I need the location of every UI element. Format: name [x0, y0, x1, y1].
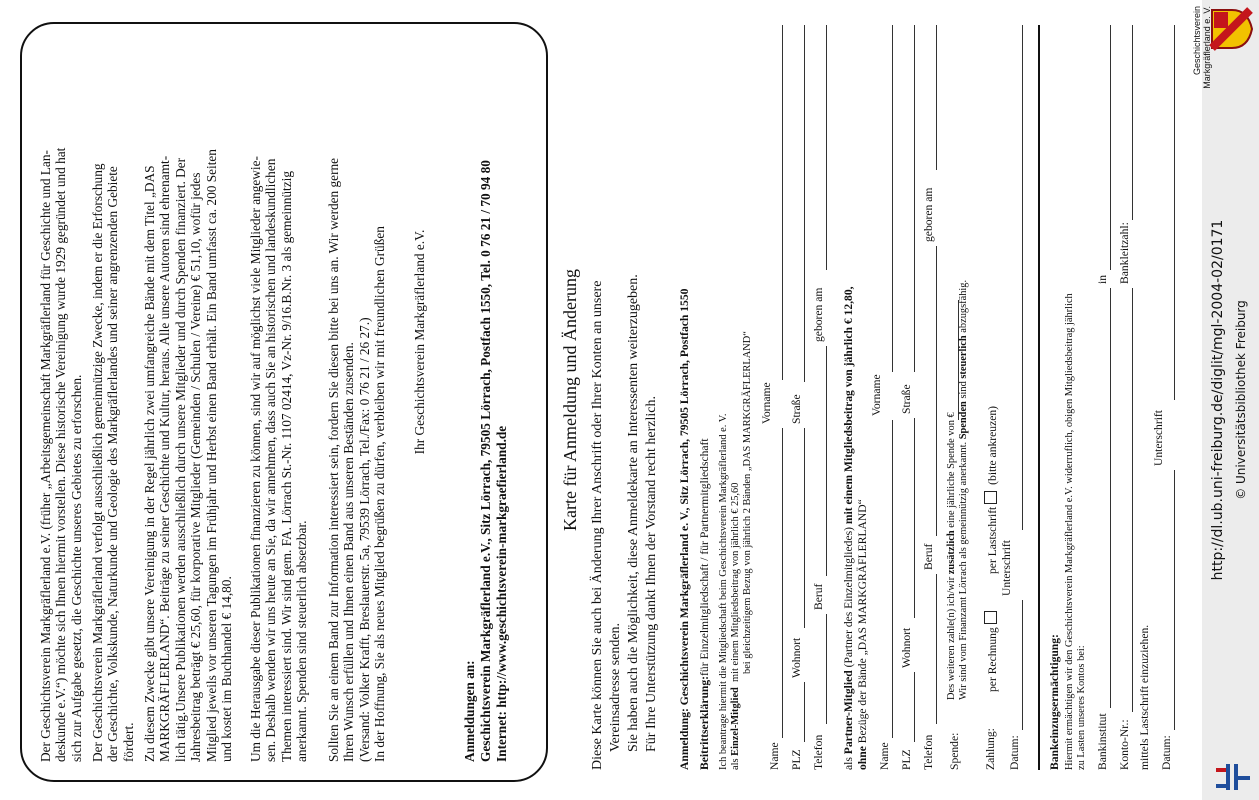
- card-intro-2: Vereinsadresse senden.: [608, 622, 623, 752]
- per-rechnung-checkbox[interactable]: [984, 611, 997, 624]
- telefon-field[interactable]: [826, 614, 827, 724]
- geboren-label: geboren am: [812, 287, 825, 342]
- einzel-fee: mit einem Mitgliedsbeitrag von jährlich € 25,60: [730, 482, 741, 682]
- card-intro-1: Diese Karte können Sie auch bei Änderung Ihrer Anschrift oder Ihrer Konten an unsere: [590, 280, 605, 770]
- plz-label: PLZ: [790, 749, 803, 770]
- kontonr-label: Konto-Nr.:: [1118, 719, 1131, 770]
- card-address: Anmeldung: Geschichtsverein Markgräflerland e. V., Sitz Lörrach, 79505 Lörrach, Postfach 1550: [678, 288, 691, 770]
- kontonr-field[interactable]: [1132, 288, 1133, 712]
- wohnort-label: Wohnort: [790, 637, 803, 678]
- plz-field[interactable]: [804, 682, 805, 742]
- coat-of-arms-icon: [1208, 6, 1254, 52]
- info-box: [20, 22, 548, 782]
- application-text: Ich beantrage hiermit die Mitgliedschaft beim Geschichtsverein Markgräflerland e. V.: [718, 413, 729, 770]
- name-label: Name: [768, 742, 781, 770]
- unterschrift-field[interactable]: [1022, 25, 1023, 530]
- partner-beruf-field[interactable]: [936, 246, 937, 536]
- unterschrift-label: Unterschrift: [1000, 539, 1013, 596]
- bank-ort-field[interactable]: [1110, 25, 1111, 270]
- bank-text-1: Hiermit ermächtigen wir den Geschichtsverein Markgräflerland e.V. widerruflich, obigen Mitgliedsbeitrag jährlich: [1064, 293, 1075, 770]
- info-paragraph-3: Zu diesem Zwecke gibt unsere Vereinigung in der Regel jährlich zwei umfangreiche Bände mit dem Titel „DAS MARKGRÄFLERLAND“. Beiträge zu seiner Geschichte und Kultur, heraus. Alle unsere Autoren sind ehrenamt- lich tätig.Unsere Publikationen werden ausschließlich durch unsere Mitglieder und durch Spenden finanziert. Der Jahresbeitrag beträgt € 25,60, für korporative Mitglieder (Gemeinden / Schulen / Vereine) € 51,10, wofür jedes Mitglied jeweils vor unseren Tagungen im Frühjahr und Herbst einen Band erhält. Ein Band umfasst ca. 200 Seiten und kostet im Buchhandel € 14,80.: [142, 149, 235, 762]
- bank-unterschrift-label: Unterschrift: [1152, 409, 1165, 466]
- partner-beruf-label: Beruf: [922, 543, 935, 570]
- bank-text-2: zu Lasten unseres Kontos bei:: [1076, 645, 1087, 770]
- bank-unterschrift-field[interactable]: [1174, 25, 1175, 400]
- info-paragraph-2: Der Geschichtsverein Markgräflerland verfolgt ausschließlich gemeinnützige Zwecke, indem er die Erforschung der Geschichte, Volkskunde, Naturkunde und Geologie des Markgräflerlandes und seiner angrenzenden Gebiete fördert.: [90, 163, 136, 762]
- wohnort-field[interactable]: [804, 428, 805, 628]
- partner-strasse-field[interactable]: [914, 25, 915, 372]
- strasse-label: Straße: [790, 394, 803, 424]
- partner-vorname-field[interactable]: [892, 25, 893, 372]
- bankinstitut-label: Bankinstitut: [1096, 713, 1109, 770]
- partner-name-field[interactable]: [892, 420, 893, 738]
- section-divider: [1038, 25, 1040, 770]
- als-einzel: als Einzel-Mitglied: [730, 687, 741, 770]
- ohne-line: ohne Bezüge der Bände „DAS MARKGRÄFLERLAND“: [856, 499, 869, 770]
- partner-line: als Partner-Mitglied (Partner des Einzelmitgliedes) mit einem Mitgliedsbeitrag von jährlich € 12,80,: [842, 286, 855, 770]
- partner-name-label: Name: [878, 742, 891, 770]
- source-url[interactable]: http://dl.ub.uni-freiburg.de/diglit/mgl-2004-02/0171: [1210, 219, 1226, 581]
- info-paragraph-5: Sollten Sie an einem Band zur Information interessiert sein, fordern Sie diesen bitte bei uns an. Wir werden gerne Ihren Wunsch erfüllen und Ihnen einen Band aus unseren Beständen zusenden. (Versand: Volker Krafft, Breslauerstr. 5a, 79539 Lörrach, Tel./Fax: 0 76 21 / 26 27.) In der Hoffnung, Sie als neues Mitglied begrüßen zu dürfen, verbleiben wir mit freundlichen Grüßen: [326, 157, 388, 762]
- spende-line-2: Wir sind vom Finanzamt Lörrach als gemeinnützig anerkannt. Spenden sind steuerlich abzugsfähig.: [958, 279, 969, 700]
- per-lastschrift-checkbox[interactable]: [984, 491, 997, 504]
- geboren-field[interactable]: [826, 25, 827, 270]
- registration-website[interactable]: Internet: http://www.geschichtsverein-markgraefierland.de: [494, 425, 509, 762]
- bank-datum-label: Datum:: [1160, 735, 1173, 770]
- einzel-books: bei gleichzeitigem Bezug von jährlich 2 Bänden „DAS MARKGRÄFLERLAND“: [742, 331, 753, 674]
- spende-line-1: Des weiteren zahle(n) ich/wir zusätzlich eine jährliche Spende von €: [946, 412, 957, 700]
- datum-label: Datum:: [1008, 735, 1021, 770]
- registration-card: [560, 0, 1210, 800]
- bankinstitut-field[interactable]: [1110, 288, 1111, 708]
- partner-telefon-label: Telefon: [922, 734, 935, 770]
- card-title: Karte für Anmeldung und Änderung: [560, 269, 580, 531]
- vorname-label: Vorname: [760, 382, 773, 424]
- bank-datum-field[interactable]: [1174, 470, 1175, 730]
- beitritt-line: Beitrittserklärung:für Einzelmitgliedschaft / für Partnermitgliedschaft: [698, 438, 711, 770]
- partner-plz-field[interactable]: [914, 672, 915, 742]
- strasse-field[interactable]: [804, 25, 805, 382]
- beruf-label: Beruf: [812, 583, 825, 610]
- crest-label: Geschichtsverein Markgräflerland e. V.: [1192, 6, 1212, 89]
- card-intro-3: Sie haben auch die Möglichkeit, diese Anmeldekarte an Interessenten weiterzugeben.: [626, 274, 641, 752]
- partner-wohnort-label: Wohnort: [900, 627, 913, 668]
- beruf-field[interactable]: [826, 346, 827, 576]
- registration-address: Geschichtsverein Markgräflerland e.V., Sitz Lörrach, 79505 Lörrach, Postfach 1550, Tel. 0 76 21 / 70 94 80: [478, 160, 493, 762]
- spende-label: Spende:: [948, 732, 961, 770]
- name-field[interactable]: [782, 428, 783, 738]
- blz-label: Bankleitzahl:: [1118, 222, 1131, 284]
- partner-geboren-label: geboren am: [922, 187, 935, 242]
- signoff: Ihr Geschichtsverein Markgräflerland e.V.: [412, 229, 427, 455]
- telefon-label: Telefon: [812, 734, 825, 770]
- partner-strasse-label: Straße: [900, 384, 913, 414]
- lastschrift-text: mittels Lastschrift einzuziehen.: [1138, 624, 1151, 770]
- bank-in-label: in: [1096, 274, 1109, 284]
- copyright: © Universitätsbibliothek Freiburg: [1234, 300, 1248, 500]
- per-lastschrift-option[interactable]: per Lastschrift (bitte ankreuzen): [986, 405, 999, 574]
- info-paragraph-4: Um die Herausgabe dieser Publikationen finanzieren zu können, sind wir auf möglichst viele Mitglieder angewie- sen. Deshalb wenden wir uns heute an Sie, da wir annehmen, dass auch Sie an historischen und landeskundlichen Themen interessiert sind. Wir sind gem. FA. Lörrach St.-Nr. 1107 02414, Vz-Nr. 9/16.B.Nr. 3 als gemeinnützig anerkannt. Spenden sind steuerlich absetzbar.: [248, 156, 310, 762]
- partner-geboren-field[interactable]: [936, 25, 937, 170]
- partner-telefon-field[interactable]: [936, 574, 937, 724]
- registration-heading: Anmeldungen an:: [462, 660, 477, 762]
- blz-field[interactable]: [1132, 25, 1133, 220]
- partner-wohnort-field[interactable]: [914, 418, 915, 618]
- partner-plz-label: PLZ: [900, 749, 913, 770]
- per-rechnung-option[interactable]: per Rechnung: [984, 608, 999, 692]
- card-intro-4: Für Ihre Unterstützung dankt Ihnen der Vorstand recht herzlich.: [644, 396, 659, 752]
- vorname-field[interactable]: [782, 25, 783, 380]
- partner-vorname-label: Vorname: [870, 374, 883, 416]
- zahlung-label: Zahlung:: [984, 728, 997, 770]
- datum-field[interactable]: [1022, 600, 1023, 730]
- info-paragraph-1: Der Geschichtsverein Markgräflerland e.V. (früher „Arbeitsgemeinschaft Markgräflerland für Geschichte und Lan- deskunde e.V.“) möchte sich Ihnen hiermit vorstellen. Diese historische Vereinigung wurde 1929 gegründet und hat sich zur Aufgabe gesetzt, die Geschichte unseres Gebietes zu erforschen.: [38, 147, 84, 762]
- bank-heading: Bankeinzugsermächtigung:: [1048, 634, 1061, 770]
